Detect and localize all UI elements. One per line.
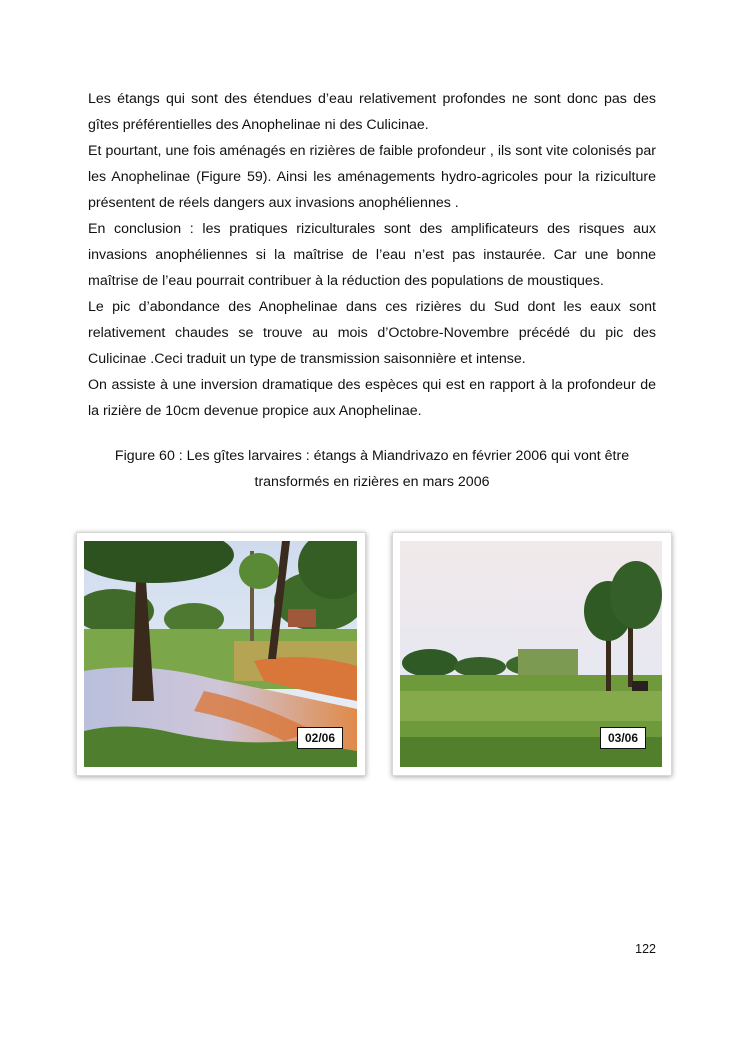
field-photo-march — [400, 541, 662, 767]
photo-frame-march — [392, 532, 672, 776]
figure-caption-line-2: transformés en rizières en mars 2006 — [254, 474, 490, 490]
photo-date-label: 02/06 — [297, 727, 343, 749]
paragraph-3: En conclusion : les pratiques rizicultural​es sont des amplificateurs des risques aux invasions anophéliennes si la maîtrise de l’eau n’est pas instaurée. Car une bonne maîtrise de l’eau pourrait contribuer à la réduction des populations de moustiques. — [88, 221, 656, 289]
paragraph-1: Les étangs qui sont des étendues d’eau relativement profondes ne sont donc pas des gîtes préférentielles des Anophelinae ni des Culicinae. — [88, 91, 656, 133]
pond-photo-february — [84, 541, 357, 767]
paragraph-5: On assiste à une inversion dramatique des espèces qui est en rapport à la profondeur de la rizière de 10cm devenue propice aux Anophelinae. — [88, 377, 656, 419]
figure-caption-line-1: Figure 60 : Les gîtes larvaires : étangs à Miandrivazo en février 2006 qui vont être — [114, 448, 630, 464]
photo-date-label: 03/06 — [600, 727, 646, 749]
paragraph-4: Le pic d’abondance des Anophelinae dans ces rizières du Sud dont les eaux sont relativement chaudes se trouve au mois d’Octobre-Novembre précédé du pic des Culicinae .Ceci traduit un type de transmission saisonnière et intense. — [88, 299, 656, 367]
paragraph-2: Et pourtant, une fois aménagés en rizières de faible profondeur , ils sont vite colonisés par les Anophelinae (Figure 59). Ainsi les aménagements hydro-agricoles pour la riziculture présentent de réels dangers aux invasions anophéliennes . — [88, 143, 656, 211]
body-text — [88, 86, 656, 424]
photo-frame-february — [76, 532, 366, 776]
figure-caption — [88, 443, 656, 495]
page-number: 122 — [635, 942, 656, 956]
